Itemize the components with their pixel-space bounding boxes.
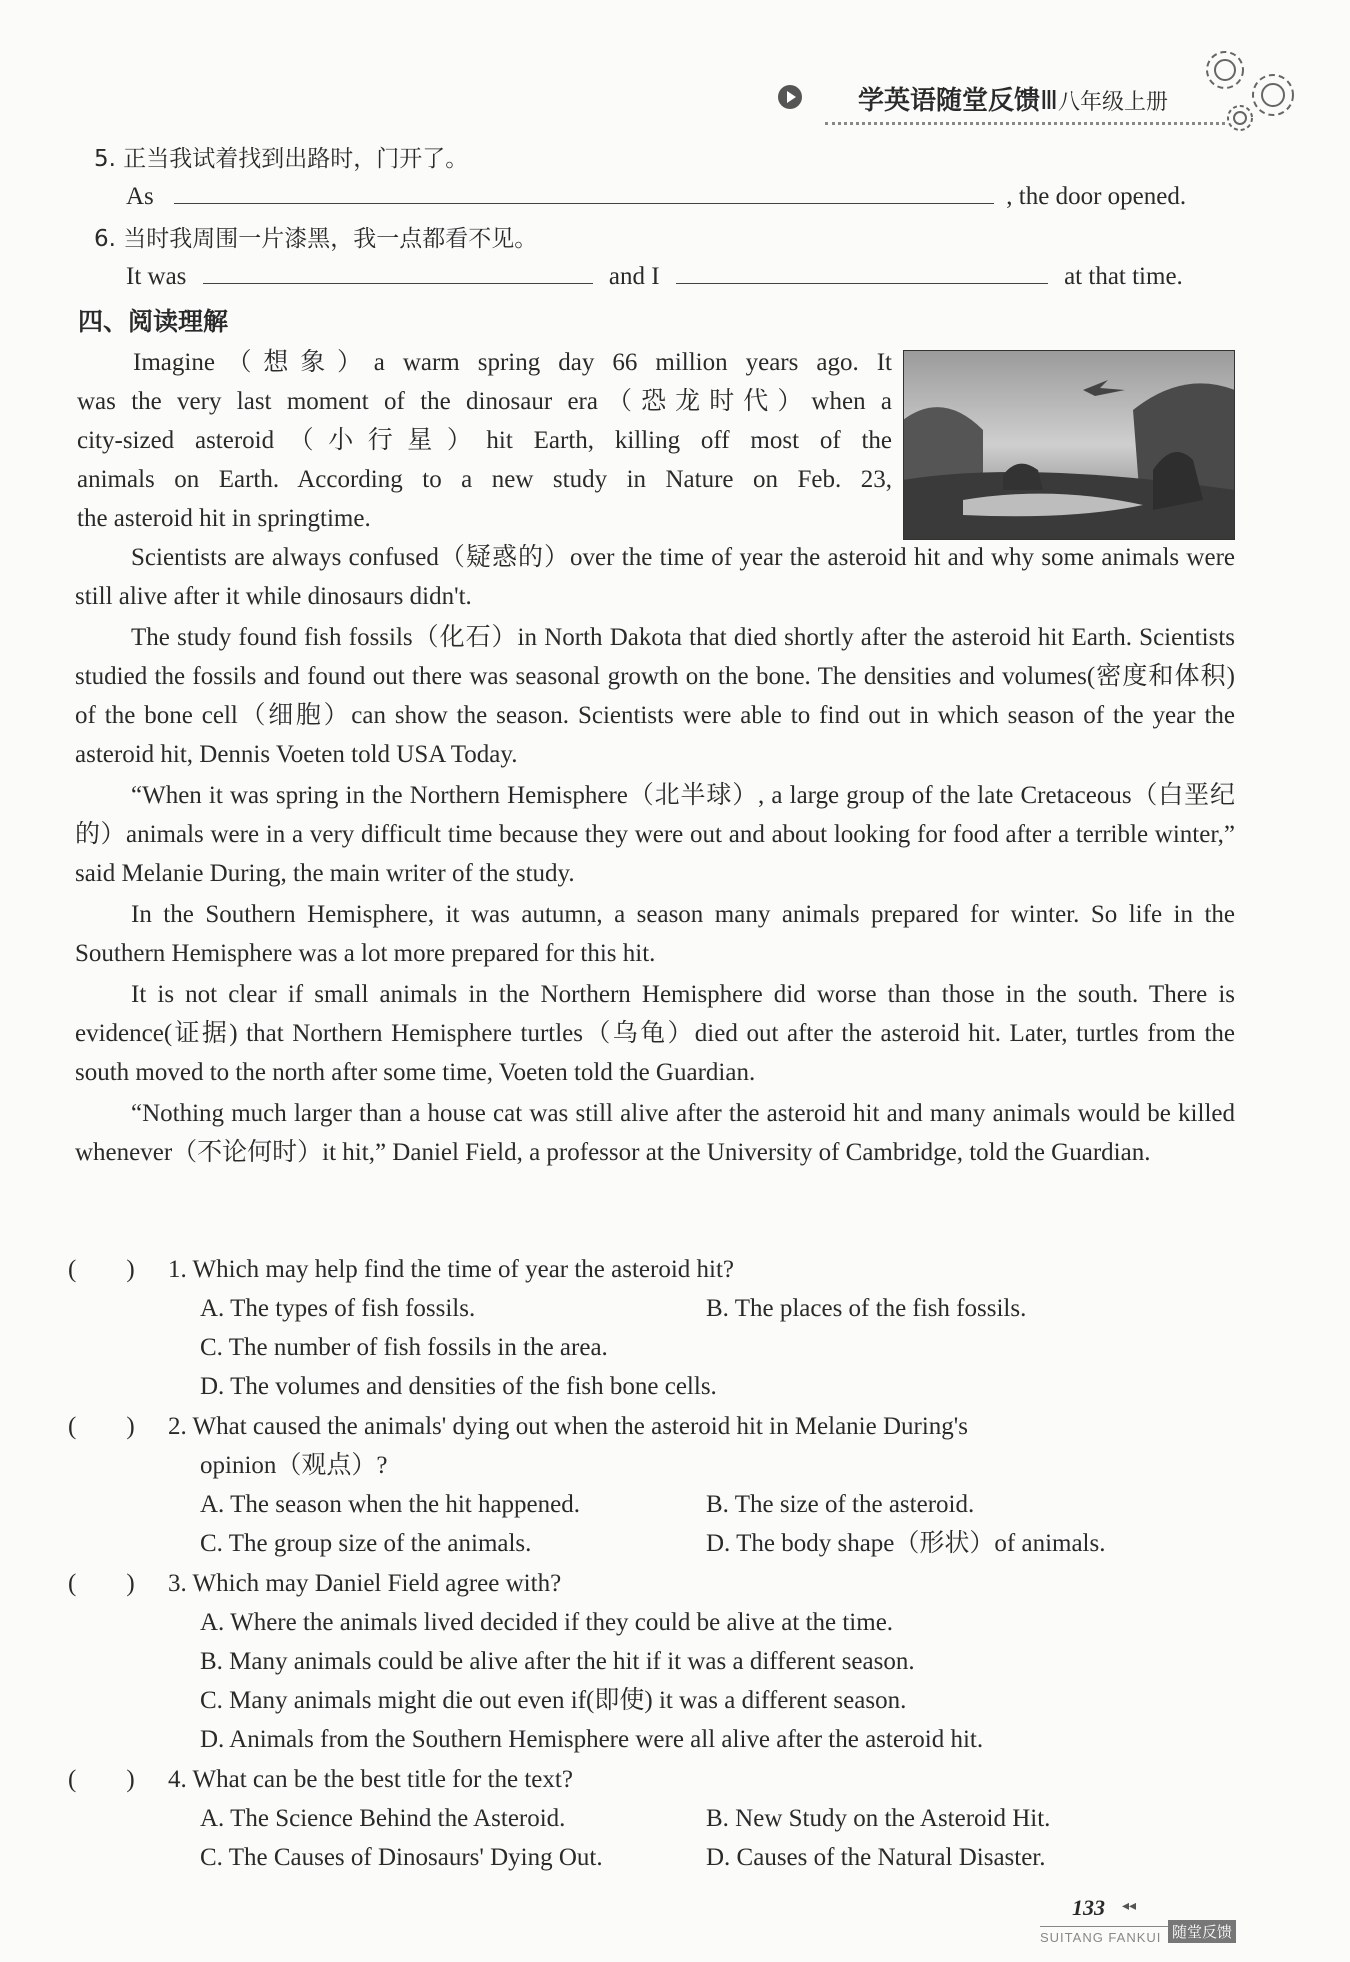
answer-bracket-3[interactable]: ( ): [68, 1570, 135, 1597]
section-title: 四、阅读理解: [78, 307, 229, 336]
answer-bracket-4[interactable]: ( ): [68, 1766, 135, 1793]
passage-body: [75, 538, 1235, 1172]
arrow-left-icon: ◂◂: [1122, 1899, 1137, 1914]
q5-sentence: As , the door opened.: [126, 183, 1187, 210]
q3-option-c[interactable]: C. Many animals might die out even if(即使) it was a different season.: [200, 1687, 907, 1714]
passage-paragraph-2: Scientists are always confused（疑惑的）over the time of year the asteroid hit and why some animals were still alive after it while dinosaurs didn't.: [75, 544, 1235, 610]
q1-option-b[interactable]: B. The places of the fish fossils.: [706, 1295, 1027, 1322]
q6-sentence: It was and I at that time.: [126, 263, 1183, 290]
q1-option-d[interactable]: D. The volumes and densities of the fish bone cells.: [200, 1373, 717, 1400]
q2-option-a[interactable]: A. The season when the hit happened.: [200, 1491, 580, 1518]
q4-option-a[interactable]: A. The Science Behind the Asteroid.: [200, 1805, 566, 1832]
q5-chinese: 5. 正当我试着找到出路时，门开了。: [94, 146, 469, 172]
header-dotted-rule: [825, 122, 1225, 125]
question-3-stem: 3. Which may Daniel Field agree with?: [168, 1570, 562, 1597]
passage-paragraph-6: It is not clear if small animals in the Northern Hemisphere did worse than those in the south. There is evidence(证据) that Northern Hemisphere turtles（乌龟）died out after the asteroid hit. Later, turtles from the south moved to the north after some time, Voeten told the Guardian.: [75, 981, 1235, 1086]
answer-bracket-1[interactable]: ( ): [68, 1256, 135, 1283]
footer-rule: [1040, 1926, 1180, 1927]
q2-option-c[interactable]: C. The group size of the animals.: [200, 1530, 532, 1557]
book-title: 学英语随堂反馈: [858, 86, 1041, 116]
q6-blank-1[interactable]: [203, 261, 593, 284]
passage-paragraph-1: Imagine（想象）a warm spring day 66 million years ago. It was the very last moment of the dinosaur era（恐龙时代）when a city-sized asteroid（小行星）hit Earth, killing off most of the animals on Earth. According to a new study in Nature on Feb. 23, the asteroid hit in springtime.: [77, 349, 892, 532]
answer-bracket-2[interactable]: ( ): [68, 1413, 135, 1440]
q4-option-d[interactable]: D. Causes of the Natural Disaster.: [706, 1844, 1046, 1871]
footer-brand: 随堂反馈: [1168, 1920, 1236, 1943]
q6-blank-2[interactable]: [676, 261, 1048, 284]
question-2-stem-continued: opinion（观点）?: [200, 1452, 388, 1479]
book-volume: Ⅲ: [1040, 86, 1058, 116]
passage-paragraph-7: “Nothing much larger than a house cat was still alive after the asteroid hit and many animals would be killed whenever（不论何时）it hit,” Daniel Field, a professor at the University of Cambridge, told the Guardian.: [75, 1100, 1235, 1166]
question-2-stem: 2. What caused the animals' dying out when the asteroid hit in Melanie During's: [168, 1413, 969, 1440]
passage-paragraph-4: “When it was spring in the Northern Hemisphere（北半球）, a large group of the late Cretaceous（白垩纪的）animals were in a very difficult time because they were out and about looking for food after a terrible winter,” said Melanie During, the main writer of the study.: [75, 782, 1235, 887]
q6-chinese: 6. 当时我周围一片漆黑，我一点都看不见。: [94, 226, 538, 252]
play-circle-icon: [777, 84, 803, 110]
q4-option-b[interactable]: B. New Study on the Asteroid Hit.: [706, 1805, 1051, 1832]
page-number: 133: [1072, 1895, 1105, 1920]
dinosaur-illustration: [903, 350, 1235, 540]
passage-paragraph-5: In the Southern Hemisphere, it was autumn, a season many animals prepared for winter. So life in the Southern Hemisphere was a lot more prepared for this hit.: [75, 901, 1235, 967]
q2-option-d[interactable]: D. The body shape（形状）of animals.: [706, 1530, 1106, 1557]
q5-blank[interactable]: [174, 181, 994, 204]
q2-option-b[interactable]: B. The size of the asteroid.: [706, 1491, 975, 1518]
q3-option-a[interactable]: A. Where the animals lived decided if they could be alive at the time.: [200, 1609, 894, 1636]
q3-option-d[interactable]: D. Animals from the Southern Hemisphere were all alive after the asteroid hit.: [200, 1726, 984, 1753]
q4-option-c[interactable]: C. The Causes of Dinosaurs' Dying Out.: [200, 1844, 603, 1871]
question-1-stem: 1. Which may help find the time of year the asteroid hit?: [168, 1256, 735, 1283]
q3-option-b[interactable]: B. Many animals could be alive after the hit if it was a different season.: [200, 1648, 915, 1675]
book-grade: 八年级上册: [1057, 90, 1168, 115]
sunflower-decoration-icon: [1195, 40, 1305, 140]
q1-option-c[interactable]: C. The number of fish fossils in the area.: [200, 1334, 608, 1361]
q1-option-a[interactable]: A. The types of fish fossils.: [200, 1295, 476, 1322]
footer-brand-pinyin: SUITANG FANKUI: [1040, 1930, 1162, 1945]
passage-paragraph-3: The study found fish fossils（化石）in North Dakota that died shortly after the asteroid hit Earth. Scientists studied the fossils and found out there was seasonal growth on the bone. The densities and volumes(密度和体积) of the bone cell（细胞）can show the season. Scientists were able to find out in which season of the year the asteroid hit, Dennis Voeten told USA Today.: [75, 624, 1235, 768]
question-4-stem: 4. What can be the best title for the text?: [168, 1766, 573, 1793]
